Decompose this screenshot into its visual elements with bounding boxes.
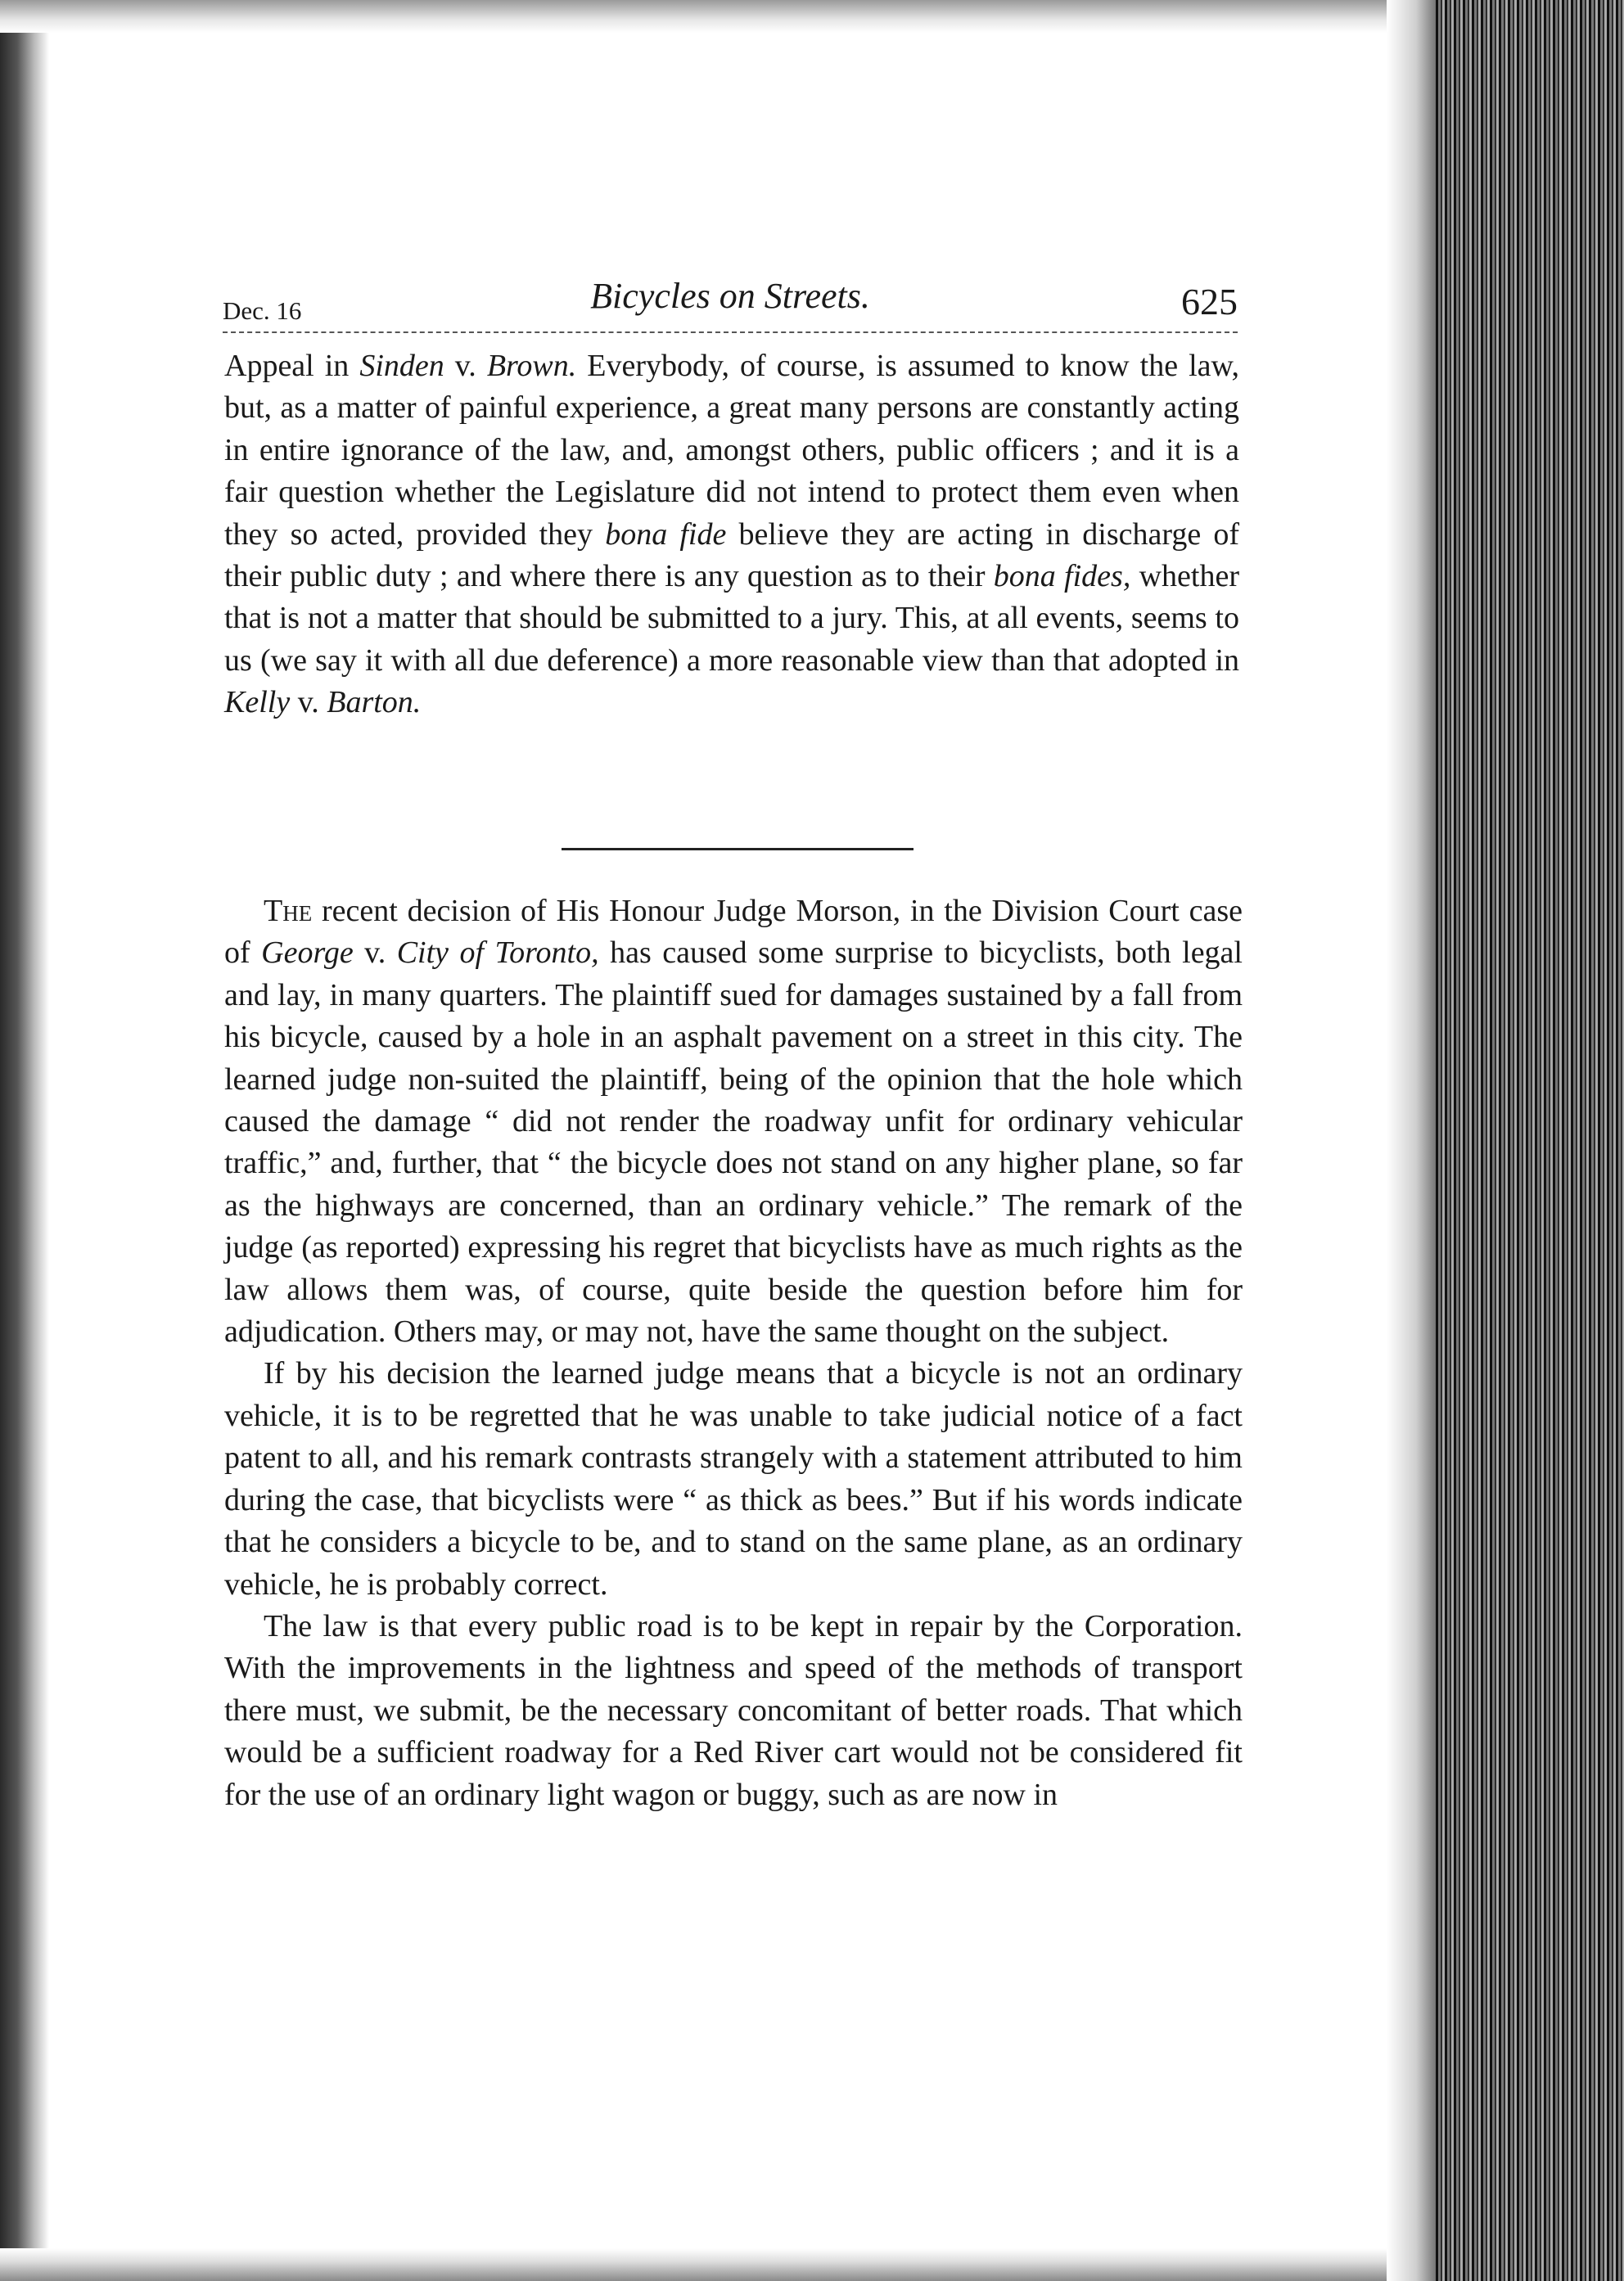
header-date: Dec. 16 (223, 296, 302, 325)
latin-phrase: bona fide (605, 516, 727, 552)
scan-top-edge (0, 0, 1624, 33)
case-name: George (261, 935, 354, 971)
scan-gutter-shadow (1387, 0, 1436, 2281)
latin-phrase: bona fides, (993, 559, 1131, 594)
case-name: Kelly (224, 685, 291, 720)
case-name: Sinden (359, 349, 444, 383)
text-run: v. (290, 685, 327, 720)
scan-bottom-edge (0, 2248, 1624, 2281)
lead-in: The (264, 894, 313, 928)
paragraph (224, 890, 1243, 1353)
text-run: Everybody, of course, is assumed to know the law, but, as a matter of painful experience, a great many persons are constantly acting in entire ignorance of the law, and, amongst others, public officers ; and it is a fair question whether the Legislature did not intend to protect them even when they so acted, provided they (224, 349, 1239, 552)
book-page-edges (1436, 0, 1624, 2281)
case-name: Brown. (486, 349, 577, 383)
header-title: Bicycles on Streets. (590, 276, 870, 316)
page-number: 625 (1181, 281, 1238, 322)
case-name: City of Toronto, (396, 935, 599, 971)
text-run: believe they are acting in discharge of their public duty ; and where there is any question as to their (224, 516, 1240, 594)
section-separator (562, 848, 914, 850)
scan-left-edge (0, 0, 49, 2281)
paragraph (224, 345, 1239, 724)
paragraph: The law is that every public road is to be kept in repair by the Corporation. With the improvements in the lightness and speed of the methods of transport there must, we submit, be the necessary concomitant of better roads. That which would be a sufficient roadway for a Red River cart would not be considered fit for the use of an ordinary light wagon or buggy, such as are now in (224, 1608, 1243, 1812)
case-name: Barton. (327, 685, 422, 720)
running-header (223, 270, 1238, 327)
text-run: recent decision of His Honour Judge Morson, in the Division Court case of (224, 894, 1243, 971)
text-run: Appeal in (224, 349, 360, 383)
article-body (224, 890, 1243, 1816)
header-rule (223, 331, 1238, 333)
paragraph: If by his decision the learned judge means that a bicycle is not an ordinary vehicle, it is to be regretted that he was unable to take judicial notice of a fact patent to all, and his remark contrasts strangely with a statement attributed to him during the case, that bicyclists were “ as thick as bees.” But if his words indicate that he considers a bicycle to be, and to stand on the same plane, as an ordinary vehicle, he is probably correct. (224, 1356, 1243, 1602)
continued-paragraph (224, 345, 1239, 724)
text-run: whether that is not a matter that should be submitted to a jury. This, at all events, seems to us (we say it with all due deference) a more reasonable view than that adopted in (224, 559, 1239, 678)
text-run: v. (444, 349, 487, 383)
text-run: v. (353, 935, 397, 971)
text-run: has caused some surprise to bicyclists, both legal and lay, in many quarters. The plaintiff sued for damages sustained by a fall from his bicycle, caused by a hole in an asphalt pavement on a street in this city. The learned judge non-suited the plaintiff, being of the opinion that the hole which caused the damage “ did not render the roadway unfit for ordinary vehicular traffic,” and, further, that “ the bicycle does not stand on any higher plane, so far as the highways are concerned, than an ordinary vehicle.” The remark of the judge (as reported) expressing his regret that bicyclists have as much rights as the law allows them was, of course, quite beside the question before him for adjudication. Others may, or may not, have the same thought on the subject. (224, 935, 1243, 1350)
